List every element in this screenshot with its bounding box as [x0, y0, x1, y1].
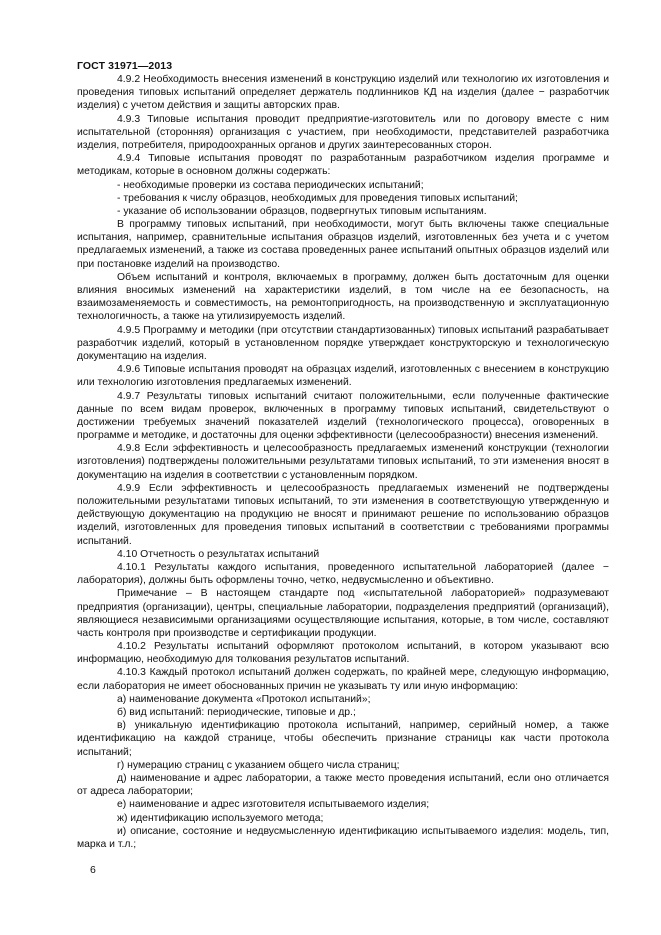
- list-item: г) нумерацию страниц с указанием общего числа страниц;: [117, 759, 400, 771]
- section-heading-4-10: 4.10 Отчетность о результатах испытаний: [117, 548, 320, 560]
- clause-4-10-1: 4.10.1 Результаты каждого испытания, проведенного испытательной лабораторией (далее − лаборатория), должны быть оформлены точно, четко, недвусмысленно и объективно.: [77, 561, 609, 587]
- page-number: 6: [90, 864, 96, 876]
- clause-4-10-2: 4.10.2 Результаты испытаний оформляют протоколом испытаний, в котором указывают всю информацию, необходимую для толкования результатов испытаний.: [77, 641, 609, 666]
- list-item: - необходимые проверки из состава периодических испытаний;: [117, 179, 424, 191]
- list-item: - требования к числу образцов, необходимых для проведения типовых испытаний;: [117, 192, 518, 204]
- note-paragraph: Примечание – В настоящем стандарте под «испытательной лабораторией» подразумевают предприятия (организации), центры, специальные лаборатории, подразделения предприятий (организаций), являющиеся независимыми организациями осуществляющие испытания, которые, в том числе, составляют часть контроля при производстве и сертификации продукции.: [77, 588, 609, 639]
- clause-4-9-6: 4.9.6 Типовые испытания проводят на образцах изделий, изготовленных с внесением в конструкцию или технологию изготовления предлагаемых изменений.: [77, 364, 609, 389]
- clause-4-9-4: 4.9.4 Типовые испытания проводят по разработанным разработчиком изделия программе и методикам, которые в основном должны содержать:: [77, 153, 609, 178]
- list-item: д) наименование и адрес лаборатории, а также место проведения испытаний, если оно отличается от адреса лаборатории;: [77, 772, 609, 798]
- clause-4-9-7: 4.9.7 Результаты типовых испытаний считают положительными, если полученные фактические данные по всем видам проверок, включенных в программу типовых испытаний, свидетельствуют о достижении требуемых значений показателей изделий (технологического процесса), оговоренных в программе и методике, и достаточны для оценки эффективности (целесообразности) внесения изменений.: [77, 390, 609, 442]
- list-item: е) наименование и адрес изготовителя испытываемого изделия;: [117, 799, 430, 811]
- standard-code-header: ГОСТ 31971—2013: [77, 60, 173, 72]
- clause-4-9-3: 4.9.3 Типовые испытания проводит предприятие-изготовитель или по договору вместе с ним испытательной (сторонняя) организация с участием, при необходимости, представителей разработчика изделия, потребителя, природоохранных органов и других заинтересованных сторон.: [77, 113, 609, 151]
- list-item: ж) идентификацию используемого метода;: [117, 812, 324, 824]
- list-item: а) наименование документа «Протокол испытаний»;: [117, 693, 371, 705]
- list-item: в) уникальную идентификацию протокола испытаний, например, серийный номер, а также идентификацию на каждой странице, чтобы обеспечить признание страницы как части протокола испытаний;: [77, 720, 609, 758]
- list-item: и) описание, состояние и недвусмысленную идентификацию испытываемого изделия: модель, тип, марка и т.л.;: [77, 825, 609, 850]
- clause-4-10-3: 4.10.3 Каждый протокол испытаний должен содержать, по крайней мере, следующую информацию, если лаборатория не имеет обоснованных причин не указывать ту или иную информацию:: [77, 667, 609, 692]
- document-body: [77, 73, 609, 851]
- clause-4-9-2: 4.9.2 Необходимость внесения изменений в конструкцию изделий или технологию их изготовления и проведения типовых испытаний определяет держатель подлинников КД на изделия (далее − разработчик изделия) с учетом действия и защиты авторских прав.: [77, 74, 609, 112]
- list-item: - указание об использовании образцов, подвергнутых типовым испытаниям.: [117, 205, 487, 217]
- clause-4-9-8: 4.9.8 Если эффективность и целесообразность предлагаемых изменений конструкции (технологии изготовления) подтверждены положительными результатами типовых испытаний, то эти изменения вносят в документацию на изделия в соответствии с установленным порядком.: [77, 443, 609, 481]
- clause-4-9-9: 4.9.9 Если эффективность и целесообразность предлагаемых изменений не подтверждены положительными результатами типовых испытаний, то эти изменения в соответствующую утвержденную и действующую документацию на продукцию не вносят и принимают решение по использованию образцов изделий, изготовленных для проведения типовых испытаний в соответствии с требованиями программы испытаний.: [77, 482, 609, 547]
- program-scope-paragraph: В программу типовых испытаний, при необходимости, могут быть включены также специальные испытания, например, сравнительные испытания образцов изделий, изготовленных без учета и с учетом предлагаемых изменений, а также из состава проведенных ранее испытаний опытных образцов изделий или при постановке изделий на производство.: [77, 219, 609, 270]
- list-item: б) вид испытаний: периодические, типовые и др.;: [117, 707, 356, 718]
- clause-4-9-5: 4.9.5 Программу и методики (при отсутствии стандартизованных) типовых испытаний разрабатывает разработчик изделий, который в установленном порядке утверждает конструкторскую и технологическую документацию на изделия.: [77, 324, 609, 362]
- test-volume-paragraph: Объем испытаний и контроля, включаемых в программу, должен быть достаточным для оценки влияния вносимых изменений на характеристики изделий, в том числе на ее безопасность, на взаимозаменяемость и совместимость, на ремонтопригодность, на производственную и эксплуатационную технологичность, а также на утилизируемость изделий.: [77, 271, 609, 323]
